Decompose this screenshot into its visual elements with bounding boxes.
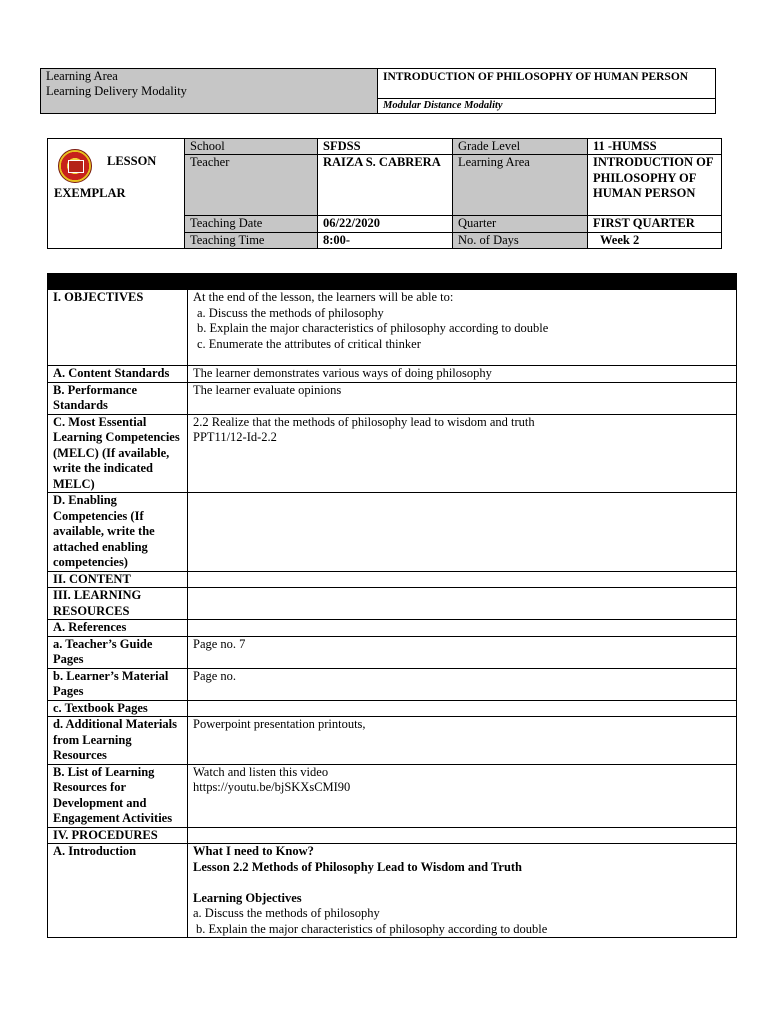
school-value: SFDSS: [318, 139, 453, 155]
learning-delivery-label: Learning Delivery Modality: [46, 84, 187, 98]
melc-cell: [188, 414, 737, 493]
quarter-label: Quarter: [453, 216, 588, 232]
lesson-exemplar-cell: [48, 139, 185, 249]
melc-code: PPT11/12-Id-2.2: [193, 430, 277, 444]
days-label: No. of Days: [453, 232, 588, 248]
additional-materials-value: Powerpoint presentation printouts,: [188, 717, 737, 765]
quarter-value: FIRST QUARTER: [588, 216, 722, 232]
video-instruction: Watch and listen this video: [193, 764, 329, 779]
lesson-title: Lesson 2.2 Methods of Philosophy Lead to Wisdom and Truth: [193, 859, 523, 874]
teaching-time-value: 8:00-: [318, 232, 453, 248]
introduction-label: A. Introduction: [48, 844, 188, 938]
content-standards-value: The learner demonstrates various ways of doing philosophy: [188, 366, 737, 383]
additional-materials-label: d. Additional Materials from Learning Resources: [48, 717, 188, 765]
header-table: [40, 68, 716, 114]
teachers-guide-value: Page no. 7: [188, 636, 737, 668]
video-link[interactable]: https://youtu.be/bjSKXsCMI90: [193, 780, 351, 794]
teachers-guide-label: a. Teacher’s Guide Pages: [48, 636, 188, 668]
exemplar-label: EXEMPLAR: [54, 186, 126, 200]
objective-c: c. Enumerate the attributes of critical thinker: [197, 336, 421, 351]
content-standards-label: A. Content Standards: [48, 366, 188, 383]
textbook-pages-value: [188, 700, 737, 717]
learners-material-value: Page no.: [188, 668, 737, 700]
header-subject: INTRODUCTION OF PHILOSOPHY OF HUMAN PERSON: [378, 69, 716, 99]
grade-level-label: Grade Level: [453, 139, 588, 155]
references-label: A. References: [48, 620, 188, 637]
learners-material-label: b. Learner’s Material Pages: [48, 668, 188, 700]
performance-standards-value: The learner evaluate opinions: [188, 382, 737, 414]
melc-value: 2.2 Realize that the methods of philosophy lead to wisdom and truth: [193, 414, 535, 429]
learning-objectives-heading: Learning Objectives: [193, 890, 302, 905]
school-seal-icon: [58, 149, 92, 183]
intro-objective-a: a. Discuss the methods of philosophy: [193, 906, 380, 920]
days-value: Week 2: [588, 232, 722, 248]
performance-standards-label: B. Performance Standards: [48, 382, 188, 414]
learning-area-info-label: Learning Area: [453, 155, 588, 216]
teacher-label: Teacher: [185, 155, 318, 216]
content-value: [188, 571, 737, 588]
enabling-competencies-label: D. Enabling Competencies (If available, write the attached enabling competencies): [48, 493, 188, 572]
teaching-time-label: Teaching Time: [185, 232, 318, 248]
objectives-intro: At the end of the lesson, the learners will be able to:: [193, 290, 454, 304]
learning-area-label: Learning Area: [46, 69, 118, 83]
teaching-date-value: 06/22/2020: [318, 216, 453, 232]
black-header-bar: [48, 274, 737, 290]
lesson-info-table: [47, 138, 722, 249]
learning-resources-value: [188, 588, 737, 620]
list-of-resources-cell: [188, 764, 737, 827]
learning-area-info-value: INTRODUCTION OF PHILOSOPHY OF HUMAN PERSON: [588, 155, 722, 216]
melc-label: C. Most Essential Learning Competencies (MELC) (If available, write the indicated MELC): [48, 414, 188, 493]
objective-a: a. Discuss the methods of philosophy: [197, 305, 384, 320]
objective-b: b. Explain the major characteristics of philosophy according to double: [197, 321, 549, 335]
textbook-pages-label: c. Textbook Pages: [48, 700, 188, 717]
header-left-cell: [41, 69, 378, 114]
intro-objective-b: b. Explain the major characteristics of philosophy according to double: [196, 921, 548, 936]
header-modality: Modular Distance Modality: [378, 99, 716, 114]
school-label: School: [185, 139, 318, 155]
objectives-cell: [188, 290, 737, 366]
teacher-value: RAIZA S. CABRERA: [318, 155, 453, 216]
references-value: [188, 620, 737, 637]
learning-resources-label: III. LEARNING RESOURCES: [48, 588, 188, 620]
teaching-date-label: Teaching Date: [185, 216, 318, 232]
procedures-label: IV. PROCEDURES: [48, 827, 188, 844]
lesson-label: LESSON: [107, 154, 157, 168]
what-i-need-to-know: What I need to Know?: [193, 844, 314, 858]
content-label: II. CONTENT: [48, 571, 188, 588]
grade-level-value: 11 -HUMSS: [588, 139, 722, 155]
objectives-label: I. OBJECTIVES: [48, 290, 188, 366]
procedures-value: [188, 827, 737, 844]
introduction-cell: [188, 844, 737, 938]
lesson-plan-table: [47, 273, 737, 938]
list-of-resources-label: B. List of Learning Resources for Development and Engagement Activities: [48, 764, 188, 827]
enabling-competencies-value: [188, 493, 737, 572]
